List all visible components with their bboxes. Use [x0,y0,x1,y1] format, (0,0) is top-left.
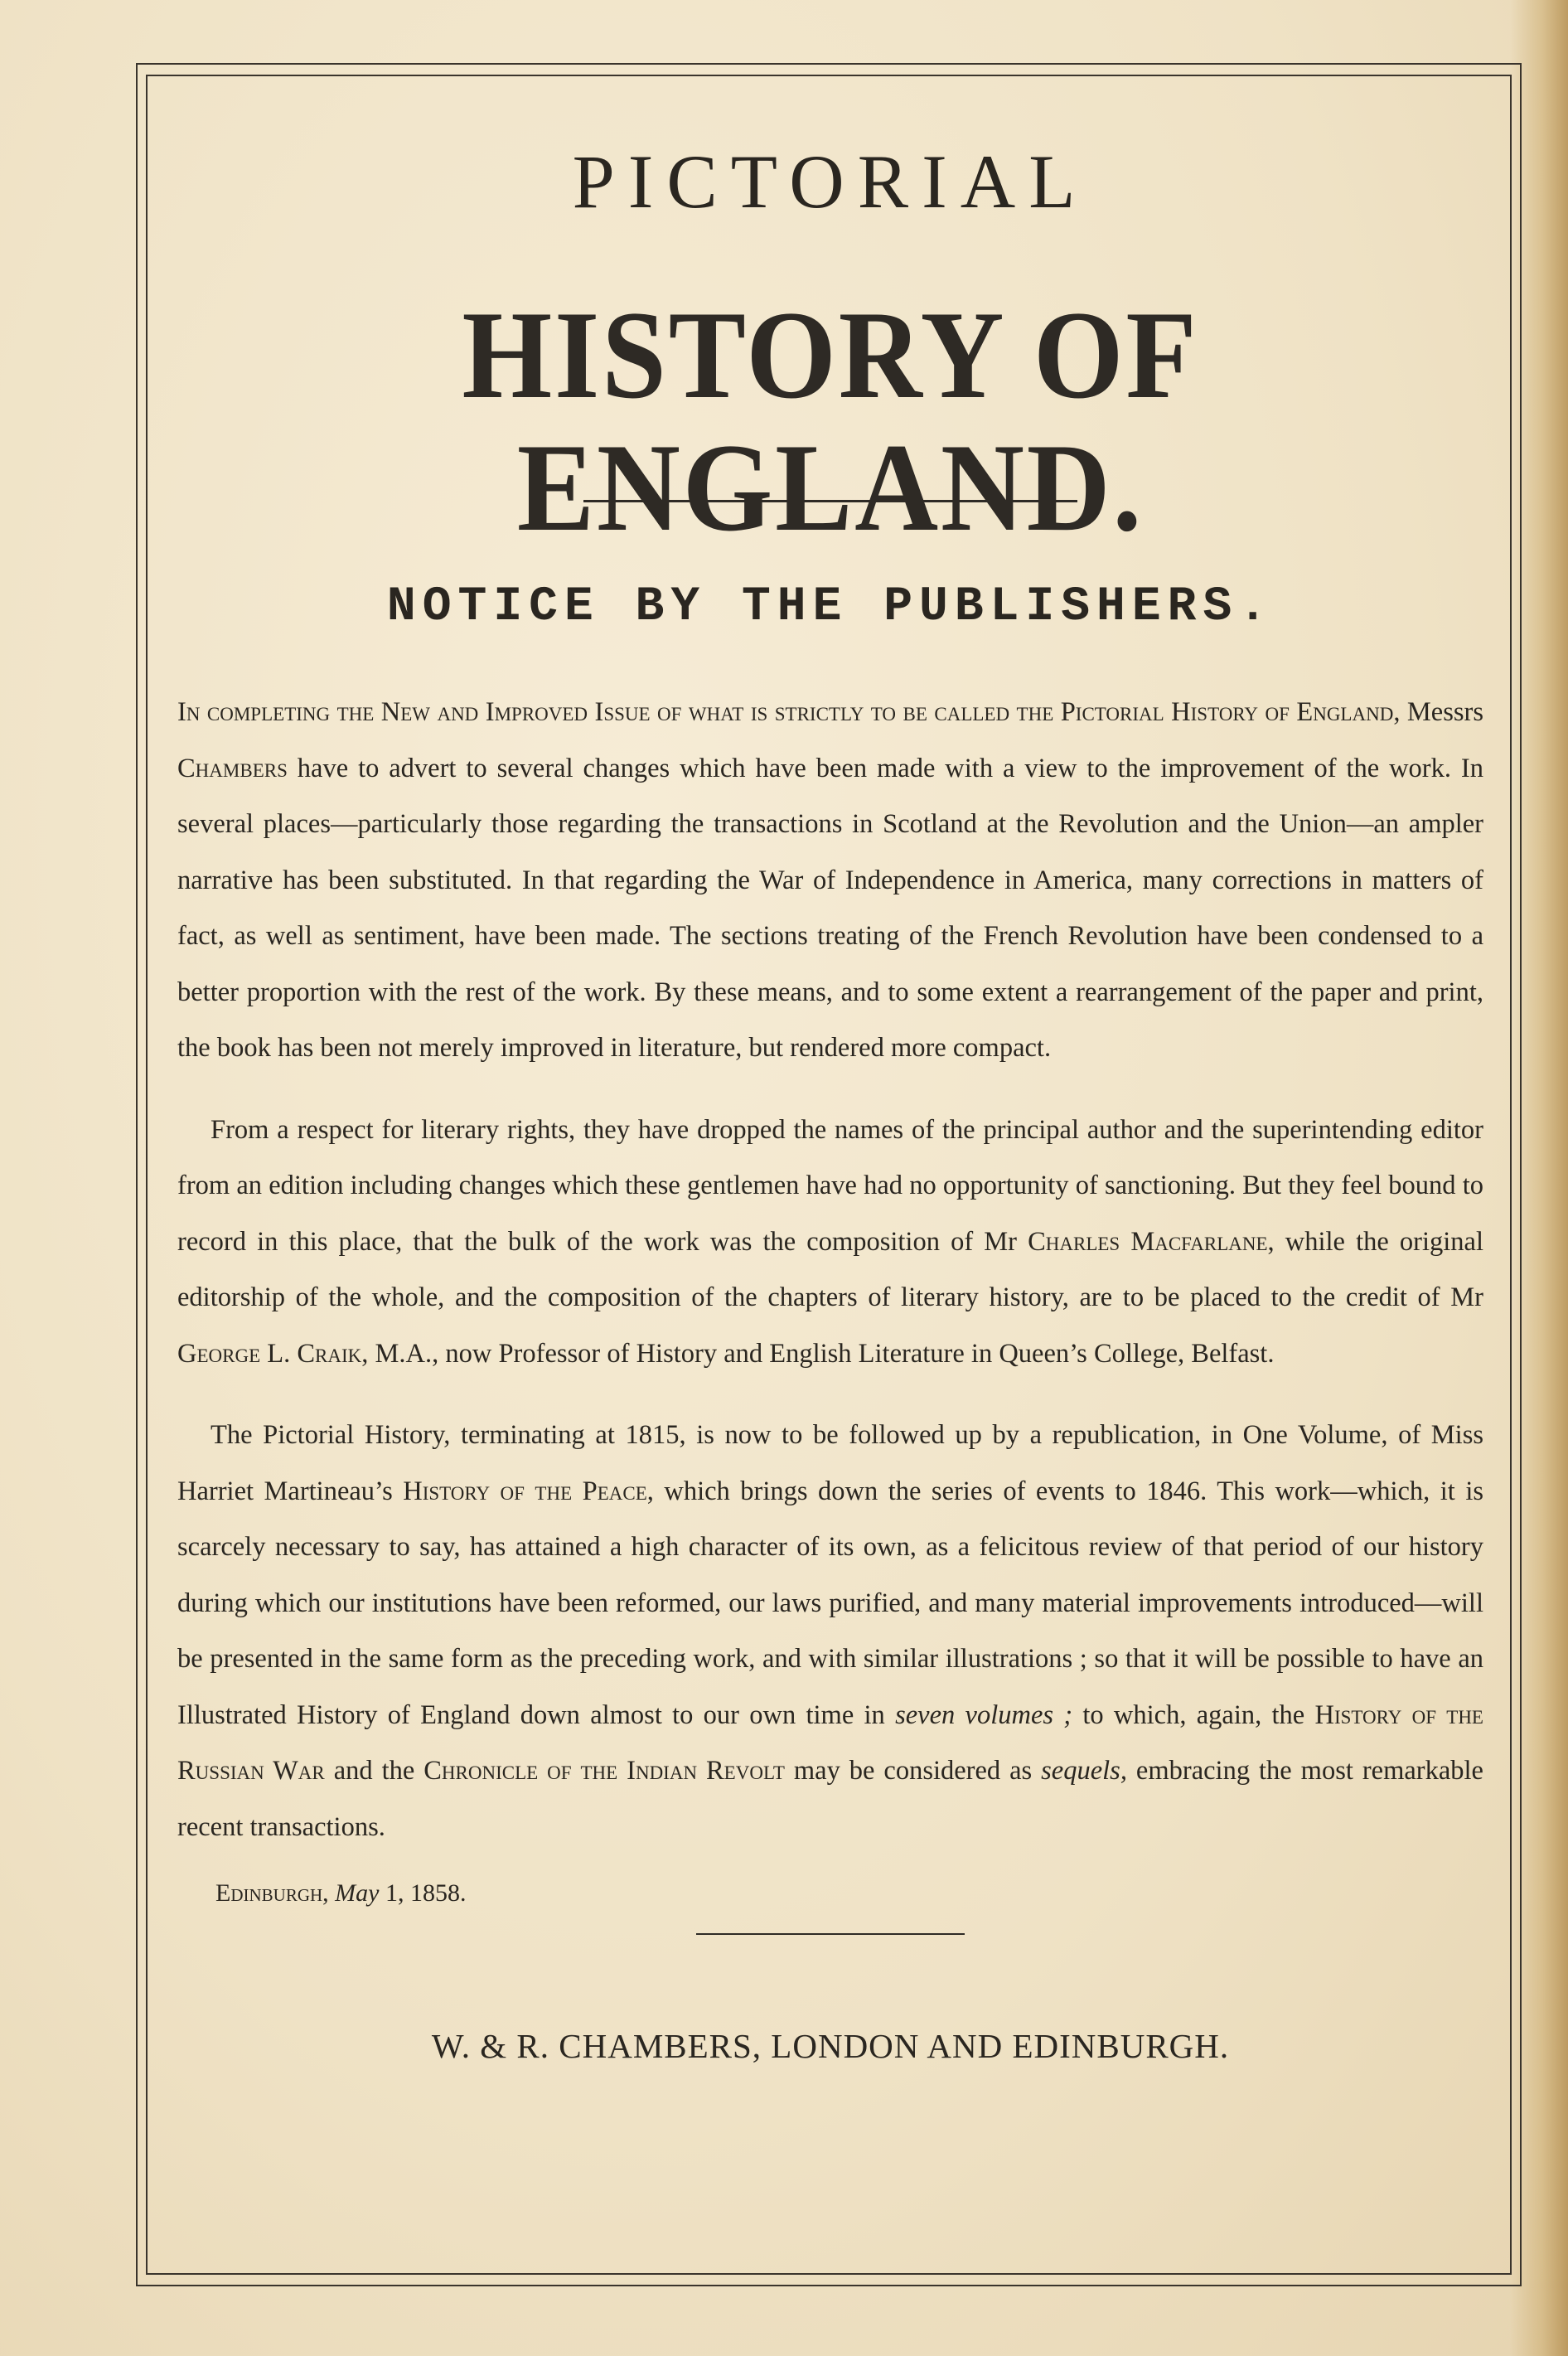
page-content [177,116,1483,2071]
footer-divider [696,1933,965,1935]
p3-text-e: to which, again, the [1072,1699,1315,1730]
paragraph-2 [177,1103,1483,1383]
p3-history-russian-war: History of the Russian War [177,1699,1483,1786]
p2-text-e: , M.A., now Professor of History and English Literature in Queen’s College, Belfast. [361,1338,1275,1369]
publisher-imprint: W. & R. CHAMBERS, LONDON AND EDINBURGH. [431,2027,1230,2065]
p3-sequels: sequels, [1041,1756,1127,1786]
p3-chronicle-indian-revolt: Chronicle of the Indian Revolt [423,1756,785,1786]
title-pictorial: PICTORIAL [572,139,1089,224]
notice-heading: NOTICE BY THE PUBLISHERS. [386,580,1275,634]
notice-body [177,685,1483,1855]
p3-text-k: embracing the most remarkable recent transactions. [177,1756,1483,1842]
paragraph-1 [177,685,1483,1077]
dateline-place: Edinburgh, [215,1879,329,1907]
p3-history-of-the-peace: History of the Peace [403,1476,647,1506]
p1-title-pictorial-history: Pictorial History of England [1060,697,1394,727]
title-history-of-england: HISTORY OF ENGLAND. [462,285,1199,557]
p3-text-g: and the [324,1756,424,1786]
p1-text-c: , Messrs [1393,697,1483,727]
p3-seven-volumes: seven volumes ; [895,1699,1073,1730]
dateline [177,1869,1483,1918]
p1-text-e: have to advert to several changes which have been made with a view to the improvement of the work. In several places—particularly those regarding the transactions in Scotland at the Revolution and the Union—an ampler narrative has been substituted. In that regarding the War of Independence in America, many corrections in matters of fact, as well as sentiment, have been made. The sections treating of the French Revolution have been condensed to a better proportion with the rest of the work. By these means, and to some extent a rearrangement of the paper and print, the book has been not merely improved in literature, but rendered more compact. [177,753,1483,1063]
p2-george-craik: George L. Craik [177,1338,362,1369]
p2-text-a: From a respect for literary rights, they have dropped the names of the principal author and the superintending editor from an edition including changes which these gentlemen have had no opportunity of sanctioning. But they feel bound to record in this place, that the bulk of the work was the composition of Mr [177,1114,1483,1257]
p3-text-i: may be considered as [784,1756,1042,1786]
p1-text-a: In completing the New and Improved Issue of what is strictly to be called the [177,697,1061,727]
p2-text-c: , while the original editorship of the whole, and the composition of the chapters of literary history, are to be placed to the credit of Mr [177,1226,1483,1312]
p2-charles-macfarlane: Charles Macfarlane [1028,1226,1268,1257]
dateline-month: May [335,1879,380,1907]
dateline-rest: 1, 1858. [379,1879,467,1907]
p3-text-c: , which brings down the series of events to 1846. This work—which, it is scarcely necessary to say, has attained a high character of its own, as a felicitous review of that period of our history during which our institutions have been reformed, our laws purified, and many material improvements introduced—will be presented in the same form as the preceding work, and with similar illustrations ; so that it will be possible to have an Illustrated History of England down almost to our own time in [177,1476,1483,1730]
paragraph-3 [177,1408,1483,1855]
p3-text-a: The Pictorial History, terminating at 1815, is now to be followed up by a republication, in One Volume, of Miss Harriet Martineau’s [177,1420,1483,1506]
p1-chambers: Chambers [177,753,288,783]
